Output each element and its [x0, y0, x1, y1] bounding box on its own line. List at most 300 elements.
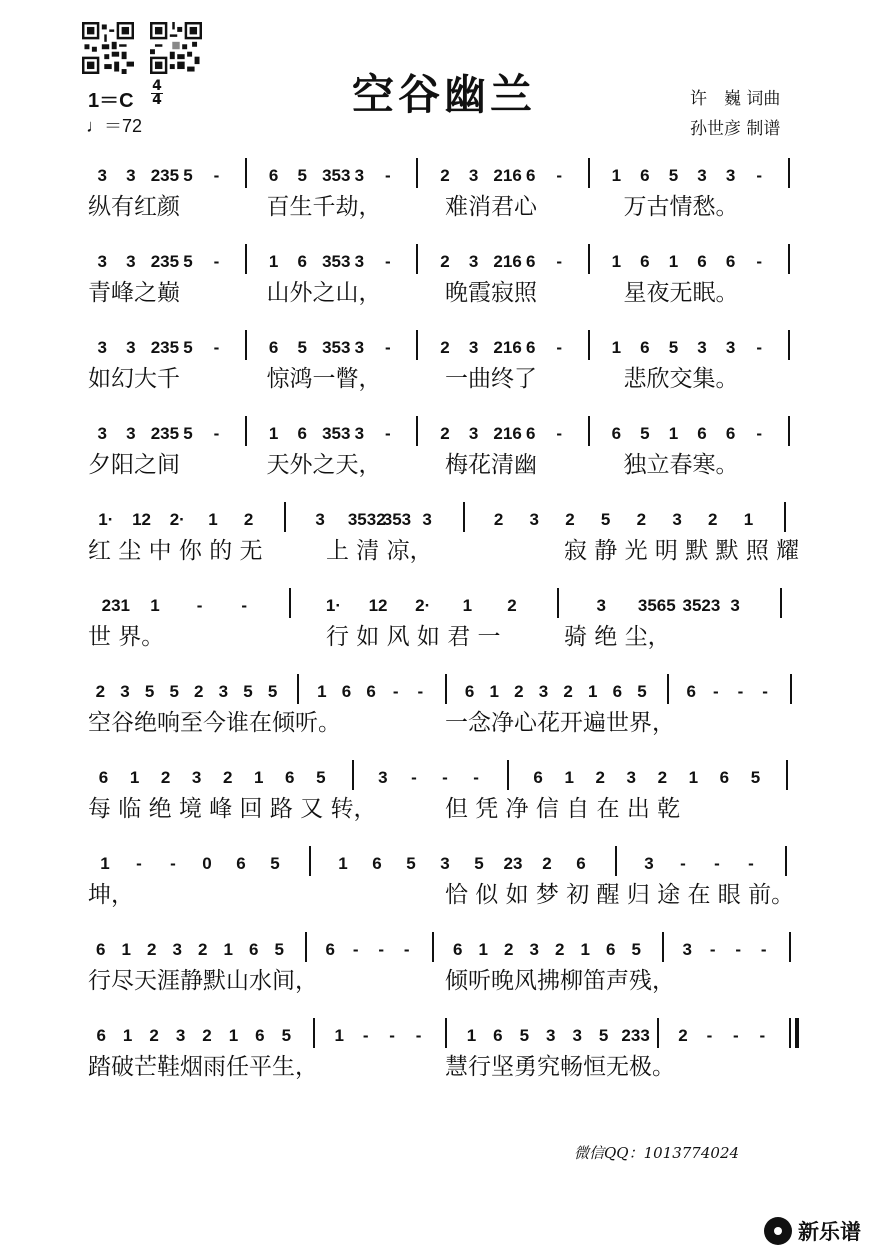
note: -: [389, 1026, 395, 1045]
note: 1: [122, 1026, 133, 1045]
note: -: [415, 1026, 422, 1045]
note: 216: [493, 252, 522, 271]
lyric-phrase: 一念净心花开遍世界，: [445, 710, 675, 736]
note: 3: [596, 596, 606, 615]
note: -: [385, 166, 391, 185]
lyric-phrase: 天外之天，: [266, 452, 382, 478]
note: 2: [565, 510, 575, 529]
note: 6: [725, 424, 736, 443]
note: 5: [668, 338, 679, 357]
lyric-phrase: 百生千劫，: [266, 194, 382, 220]
note: 3: [218, 682, 229, 701]
note: 1: [254, 768, 264, 787]
note: 5: [274, 940, 284, 959]
lyric-row: [88, 1048, 808, 1078]
time-signature-top: 4: [152, 78, 162, 94]
note: 5: [598, 1026, 609, 1045]
note: 2: [440, 252, 450, 271]
barline: [662, 932, 664, 962]
lyric-phrase: 寂 静 光 明 默 默 照 耀: [564, 538, 800, 564]
lyric-row: [88, 274, 808, 304]
barline: [588, 244, 590, 274]
barline: [790, 674, 792, 704]
note: 2: [657, 768, 668, 787]
barline: [786, 760, 788, 790]
note: 3: [354, 166, 365, 185]
arranger: 孙世彦 制谱: [690, 119, 781, 139]
note: -: [213, 166, 220, 185]
note: 2: [440, 166, 450, 185]
note: 233: [621, 1026, 650, 1045]
note: 6: [697, 424, 707, 443]
note: 3: [354, 338, 365, 357]
lyricist-composer: 许 巍 词曲: [690, 89, 781, 109]
lyric-phrase: 晚霞寂照: [445, 280, 537, 306]
notation-row: [88, 244, 808, 274]
barline: [588, 330, 590, 360]
note: 1: [580, 940, 590, 959]
barline: [785, 846, 787, 876]
page-title: 空谷幽兰: [351, 70, 536, 119]
note: 3: [126, 424, 136, 443]
barline: [245, 244, 247, 274]
note: -: [733, 1026, 739, 1045]
note: -: [352, 940, 359, 959]
note: 5: [144, 682, 155, 701]
barline: [284, 502, 286, 532]
note: 6: [640, 252, 650, 271]
note: 6: [297, 252, 307, 271]
note: 5: [243, 682, 253, 701]
notation-row: [88, 502, 808, 532]
note: 6: [98, 768, 109, 787]
note: 3: [529, 940, 539, 959]
note: -: [556, 252, 563, 271]
notation-row: [88, 588, 808, 618]
note: 5: [297, 166, 307, 185]
notation-row: [88, 932, 808, 962]
note: 3: [97, 338, 107, 357]
note: 6: [372, 854, 382, 873]
note: 3: [572, 1026, 582, 1045]
note: 1: [208, 510, 218, 529]
note: -: [556, 424, 563, 443]
note: 3: [672, 510, 682, 529]
note: -: [756, 424, 762, 443]
note: 6: [719, 768, 730, 787]
note: 3: [191, 768, 202, 787]
note: 6: [236, 854, 246, 873]
note: 6: [268, 338, 279, 357]
lyric-phrase: 上 清 凉，: [326, 538, 433, 564]
barline: [245, 330, 247, 360]
note: 2: [202, 1026, 212, 1045]
note: 3: [378, 768, 388, 787]
note: -: [706, 1026, 713, 1045]
note: 5: [406, 854, 416, 873]
lyric-phrase: 山外之山，: [266, 280, 382, 306]
notation-row: [88, 330, 808, 360]
note: -: [556, 166, 563, 185]
barline: [289, 588, 291, 618]
note: 6: [249, 940, 259, 959]
lyric-phrase: 坤，: [88, 882, 134, 908]
note: 6: [464, 682, 475, 701]
note: 1: [268, 424, 279, 443]
note: 2: [440, 424, 450, 443]
note: 235: [150, 338, 180, 357]
note: -: [556, 338, 563, 357]
note: 2: [504, 940, 514, 959]
note: -: [756, 338, 762, 357]
note: 2: [493, 510, 504, 529]
note: 3: [354, 252, 365, 271]
music-system: [88, 330, 808, 390]
contact-info: 微信QQ：1013774024: [574, 1144, 740, 1162]
note: 6: [96, 1026, 106, 1045]
note: 6: [285, 768, 295, 787]
note: 6: [697, 252, 707, 271]
note: 3: [175, 1026, 186, 1045]
note: 3: [546, 1026, 556, 1045]
note: 2: [198, 940, 208, 959]
note: 5: [270, 854, 280, 873]
note: -: [735, 940, 742, 959]
lyric-row: [88, 618, 808, 648]
note: 5: [183, 338, 193, 357]
note: -: [411, 768, 417, 787]
barline: [305, 932, 307, 962]
barline: [445, 1018, 447, 1048]
note: -: [473, 768, 479, 787]
note: -: [760, 940, 767, 959]
note: 3: [422, 510, 432, 529]
note: 6: [525, 166, 536, 185]
note: 2·: [415, 596, 431, 615]
note: 6: [640, 338, 650, 357]
note: 353: [322, 424, 351, 443]
note: 3: [440, 854, 450, 873]
note: 3532: [347, 510, 386, 529]
note: 353: [322, 338, 351, 357]
lyric-row: [88, 446, 808, 476]
barline: [667, 674, 669, 704]
note: 5: [297, 338, 307, 357]
lyric-phrase: 悲欣交集。: [623, 366, 739, 392]
note: -: [241, 596, 248, 615]
note: 5: [183, 166, 193, 185]
barline: [780, 588, 782, 618]
note: -: [385, 424, 391, 443]
note: 2: [507, 596, 517, 615]
note: 2: [678, 1026, 688, 1045]
note: 3565: [637, 596, 676, 615]
lyric-phrase: 空谷绝响至今谁在倾听。: [88, 710, 341, 736]
barline: [416, 416, 418, 446]
note: 353: [322, 166, 351, 185]
note: 2: [243, 510, 254, 529]
note: 2: [440, 338, 450, 357]
note: 1: [587, 682, 598, 701]
note: 2: [542, 854, 552, 873]
barline: [788, 416, 790, 446]
note: 1: [150, 596, 160, 615]
notation-row: [88, 158, 808, 188]
note: 1: [743, 510, 754, 529]
lyric-phrase: 一曲终了: [445, 366, 537, 392]
note: 1: [564, 768, 574, 787]
note: 6: [366, 682, 376, 701]
note: -: [737, 682, 744, 701]
note: 5: [267, 682, 278, 701]
note: 3: [644, 854, 654, 873]
note: 3: [468, 252, 479, 271]
barline: [657, 1018, 659, 1048]
barline: [416, 244, 418, 274]
note: 2: [514, 682, 524, 701]
note: -: [712, 682, 719, 701]
note: 5: [169, 682, 179, 701]
note: 353: [322, 252, 351, 271]
barline: [615, 846, 617, 876]
lyric-phrase: 独立春寒。: [623, 452, 739, 478]
barline: [788, 330, 790, 360]
note: 1: [462, 596, 473, 615]
note: 2: [636, 510, 647, 529]
note: -: [759, 1026, 766, 1045]
note: 235: [150, 252, 180, 271]
barline: [788, 244, 790, 274]
notation-row: [88, 1018, 808, 1048]
lyric-row: [88, 790, 808, 820]
site-logo: [764, 1216, 861, 1246]
lyric-phrase: 行 如 风 如 君 一: [326, 624, 501, 650]
note: 6: [341, 682, 352, 701]
lyric-phrase: 踏破芒鞋烟雨任平生，: [88, 1054, 318, 1080]
lyric-phrase: 青峰之巅: [88, 280, 180, 306]
key-signature: 1＝C: [88, 90, 134, 112]
barline: [445, 674, 447, 704]
barline: [352, 760, 354, 790]
note: 3: [97, 166, 107, 185]
lyric-phrase: 夕阳之间: [88, 452, 180, 478]
note: 2: [160, 768, 171, 787]
music-system: [88, 158, 808, 218]
note: -: [762, 682, 768, 701]
barline: [416, 330, 418, 360]
note: 2: [595, 768, 605, 787]
barline: [588, 158, 590, 188]
note: 353: [382, 510, 412, 529]
note: 1: [338, 854, 348, 873]
music-system: [88, 760, 808, 820]
note: 5: [519, 1026, 530, 1045]
lyric-row: [88, 360, 808, 390]
lyric-phrase: 恰 似 如 梦 初 醒 归 途 在 眼 前。: [445, 882, 795, 908]
note: 1: [668, 424, 679, 443]
note: 0: [202, 854, 212, 873]
note: 2: [95, 682, 106, 701]
notation-row: [88, 846, 808, 876]
note: 3: [529, 510, 539, 529]
note: -: [756, 166, 762, 185]
note: 5: [637, 682, 647, 701]
note: 5: [631, 940, 641, 959]
note: 2: [708, 510, 718, 529]
note: 1·: [98, 510, 114, 529]
time-signature: [150, 80, 164, 107]
note: 235: [150, 166, 180, 185]
note: 3: [120, 682, 130, 701]
note: 3: [354, 424, 365, 443]
lyric-phrase: 骑 绝 尘，: [564, 624, 671, 650]
music-system: [88, 244, 808, 304]
note: -: [213, 252, 220, 271]
credits: [690, 84, 780, 144]
note: 6: [525, 252, 536, 271]
note: 1: [317, 682, 327, 701]
note: 1: [478, 940, 488, 959]
note: -: [714, 854, 720, 873]
barline: [245, 416, 247, 446]
lyric-phrase: 慧行坚勇究畅恒无极。: [445, 1054, 675, 1080]
note: -: [362, 1026, 369, 1045]
note: 6: [612, 682, 623, 701]
time-signature-bottom: 4: [152, 92, 162, 108]
note: 6: [96, 940, 106, 959]
note: 1: [129, 768, 140, 787]
barline: [416, 158, 418, 188]
lyric-phrase: 星夜无眠。: [623, 280, 739, 306]
note: 3: [468, 166, 479, 185]
music-system: [88, 674, 808, 734]
notation-row: [88, 416, 808, 446]
note: 1: [611, 166, 622, 185]
barline: [507, 760, 509, 790]
note: 2: [555, 940, 565, 959]
lyric-phrase: 倾听晚风拂柳笛声残，: [445, 968, 675, 994]
barline: [297, 674, 299, 704]
note: 1: [334, 1026, 344, 1045]
note: 6: [268, 166, 279, 185]
lyric-row: [88, 876, 808, 906]
note: 2: [194, 682, 204, 701]
note: 216: [493, 166, 522, 185]
barline: [309, 846, 311, 876]
note: 3523: [682, 596, 721, 615]
note: 5: [668, 166, 679, 185]
record-icon: [764, 1217, 792, 1245]
note: 3: [725, 338, 736, 357]
note: 2·: [169, 510, 185, 529]
note: 2: [563, 682, 573, 701]
note: 6: [255, 1026, 265, 1045]
notation-row: [88, 674, 808, 704]
note: 231: [101, 596, 130, 615]
lyric-row: [88, 188, 808, 218]
lyric-phrase: 世 界。: [88, 624, 165, 650]
barline: [789, 932, 791, 962]
music-system: [88, 502, 808, 562]
lyric-phrase: 梅花清幽: [445, 452, 537, 478]
lyric-row: [88, 704, 808, 734]
note: 6: [325, 940, 335, 959]
note: 1·: [325, 596, 341, 615]
note: 3: [126, 166, 136, 185]
note: 3: [725, 166, 736, 185]
note: 216: [493, 338, 522, 357]
note: 6: [576, 854, 586, 873]
note: -: [756, 252, 762, 271]
note: -: [709, 940, 716, 959]
note: 1: [611, 338, 622, 357]
note: 2: [147, 940, 157, 959]
note: -: [196, 596, 203, 615]
note: 3: [126, 252, 136, 271]
lyric-phrase: 难消君心: [445, 194, 537, 220]
note: 3: [626, 768, 636, 787]
note: 3: [315, 510, 325, 529]
note: 6: [606, 940, 616, 959]
music-system: [88, 1018, 808, 1078]
note: 3: [126, 338, 136, 357]
note: 3: [172, 940, 182, 959]
lyric-phrase: 但 凭 净 信 自 在 出 乾: [445, 796, 681, 822]
music-system: [88, 416, 808, 476]
lyric-phrase: 行尽天涯静默山水间，: [88, 968, 318, 994]
note: 3: [682, 940, 692, 959]
barline: [432, 932, 434, 962]
note: 6: [611, 424, 622, 443]
note: 6: [453, 940, 463, 959]
lyric-phrase: 纵有红颜: [88, 194, 180, 220]
note: 1: [466, 1026, 477, 1045]
note: -: [378, 940, 385, 959]
note: 5: [474, 854, 484, 873]
lyric-phrase: 红 尘 中 你 的 无: [88, 538, 263, 564]
lyric-phrase: 万古情愁。: [623, 194, 739, 220]
note: 1: [668, 252, 679, 271]
lyric-phrase: 如幻大千: [88, 366, 180, 392]
note: 2: [149, 1026, 159, 1045]
barline: [245, 158, 247, 188]
note: 1: [100, 854, 110, 873]
note: 5: [183, 424, 193, 443]
note: 216: [493, 424, 522, 443]
barline: [313, 1018, 315, 1048]
note: 3: [538, 682, 549, 701]
lyric-row: [88, 532, 808, 562]
tempo-marking: ♩＝72: [86, 116, 143, 136]
note: 6: [640, 166, 650, 185]
note: -: [748, 854, 754, 873]
note: 6: [493, 1026, 503, 1045]
note: 5: [281, 1026, 292, 1045]
note: 1: [121, 940, 131, 959]
barline: [588, 416, 590, 446]
note: 6: [533, 768, 543, 787]
note: -: [392, 682, 399, 701]
final-barline: [789, 1018, 791, 1048]
lyric-row: [88, 962, 808, 992]
lyric-phrase: 惊鸿一瞥，: [266, 366, 382, 392]
note: 6: [686, 682, 696, 701]
note: 3: [697, 338, 707, 357]
note: 12: [132, 510, 151, 529]
note: -: [385, 252, 391, 271]
note: -: [170, 854, 176, 873]
note: 5: [183, 252, 193, 271]
